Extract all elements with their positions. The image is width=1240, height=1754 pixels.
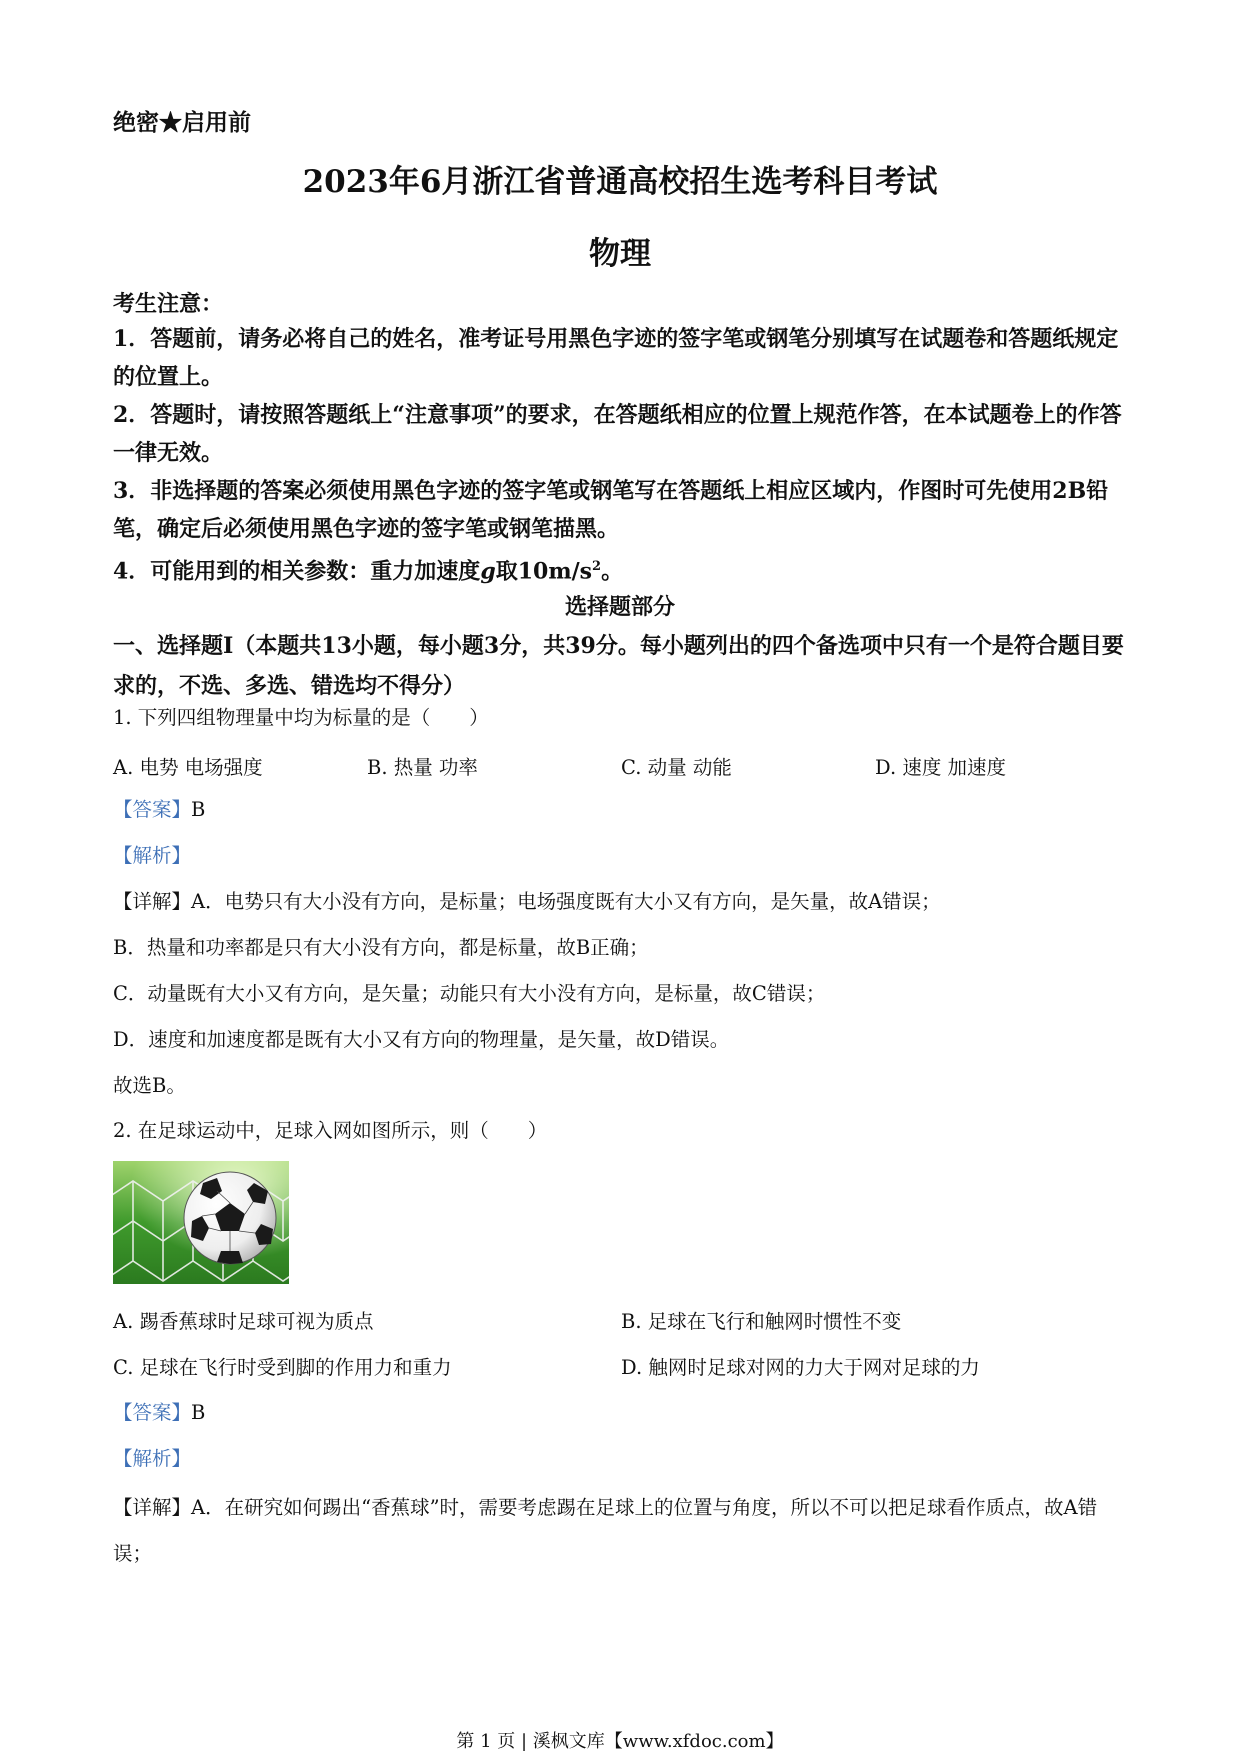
section-part-title: 选择题部分 (564, 594, 675, 620)
notice-item-1: 1．答题前，请务必将自己的姓名，准考证号用黑色字迹的签字笔或钢笔分别填写在试题卷和答题纸规定的位置上。 (113, 326, 1119, 390)
q1-detail-tag: 【详解】 (113, 890, 192, 913)
q2-option-b: B. 足球在飞行和触网时惯性不变 (621, 1310, 902, 1333)
q1-detail-line-1 (113, 887, 941, 917)
q2-option-d: D. 触网时足球对网的力大于网对足球的力 (621, 1356, 980, 1379)
q1-option-b: B. 热量 功率 (367, 756, 478, 779)
q1-detail-text-1: A．电势只有大小没有方向，是标量；电场强度既有大小又有方向，是矢量，故A错误； (191, 890, 941, 913)
q2-answer-tag: 【答案】 (113, 1401, 192, 1424)
exam-title: 2023年6月浙江省普通高校招生选考科目考试 (302, 164, 938, 200)
q1-option-a: A. 电势 电场强度 (113, 756, 263, 779)
q2-answer (113, 1398, 205, 1428)
subject-title: 物理 (589, 236, 651, 272)
soccer-ball-image (113, 1161, 289, 1284)
q1-option-c: C. 动量 动能 (621, 756, 732, 779)
notice-item-3: 3．非选择题的答案必须使用黑色字迹的签字笔或钢笔写在答题纸上相应区域内，作图时可先使用2B铅笔，确定后必须使用黑色字迹的签字笔或钢笔描黑。 (113, 478, 1109, 542)
q2-stem: 2. 在足球运动中，足球入网如图所示，则（ ） (113, 1119, 548, 1142)
q1-answer-value: B (191, 798, 206, 821)
q1-detail-line-2: B．热量和功率都是只有大小没有方向，都是标量，故B正确； (113, 936, 649, 959)
gravity-symbol: g (480, 558, 496, 585)
q2-detail-text: A．在研究如何踢出“香蕉球”时，需要考虑踢在足球上的位置与角度，所以不可以把足球看作质点，故A错误； (113, 1496, 1098, 1565)
secret-mark: 绝密★启用前 (113, 109, 251, 136)
notice-item-2: 2．答题时，请按照答题纸上“注意事项”的要求，在答题纸相应的位置上规范作答，在本试题卷上的作答一律无效。 (113, 402, 1122, 466)
notice-heading: 考生注意： (113, 291, 224, 317)
notice-item-4-prefix: 4．可能用到的相关参数：重力加速度 (113, 558, 481, 585)
q2-detail (113, 1485, 1127, 1577)
q1-answer (113, 795, 205, 825)
q1-stem: 1. 下列四组物理量中均为标量的是（ ） (113, 706, 489, 729)
section-heading: 一、选择题Ⅰ（本题共13小题，每小题3分，共39分。每小题列出的四个备选项中只有一个是符合题目要求的，不选、多选、错选均不得分） (113, 633, 1124, 699)
notice-item-4-mid: 取10m/s (495, 558, 593, 585)
notice-item-4 (113, 548, 623, 590)
q2-answer-value: B (191, 1401, 206, 1424)
q1-answer-tag: 【答案】 (113, 798, 192, 821)
q1-analysis-tag: 【解析】 (113, 844, 192, 867)
notice-item-4-end: 。 (601, 558, 624, 585)
page-footer: 第 1 页 | 溪枫文库【www.xfdoc.com】 (456, 1731, 784, 1752)
q1-conclusion: 故选B。 (113, 1074, 186, 1097)
q2-detail-tag: 【详解】 (113, 1496, 192, 1519)
q2-analysis-tag: 【解析】 (113, 1447, 192, 1470)
q2-option-a: A. 踢香蕉球时足球可视为质点 (113, 1310, 374, 1333)
q1-option-d: D. 速度 加速度 (875, 756, 1007, 779)
q1-detail-line-3: C．动量既有大小又有方向，是矢量；动能只有大小没有方向，是标量，故C错误； (113, 982, 826, 1005)
q1-detail-line-4: D．速度和加速度都是既有大小又有方向的物理量，是矢量，故D错误。 (113, 1028, 730, 1051)
q2-option-c: C. 足球在飞行时受到脚的作用力和重力 (113, 1356, 452, 1379)
notice-item-4-sup: 2 (592, 559, 602, 574)
